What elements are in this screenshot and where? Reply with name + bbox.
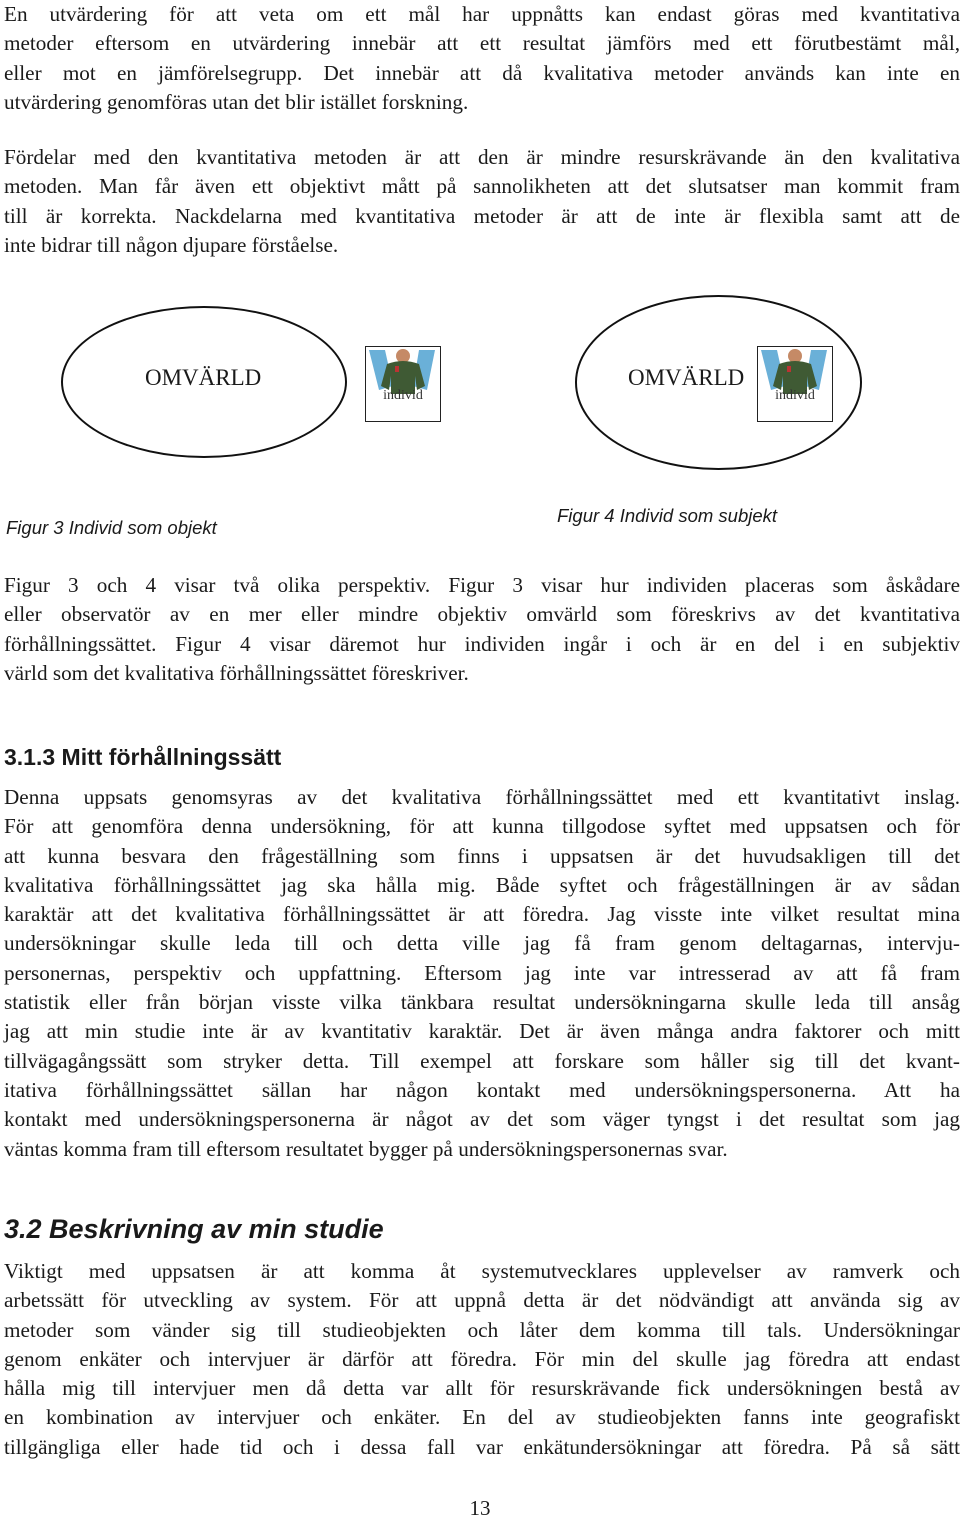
paragraph-line: eller observatör av en mer eller mindre objektiv omvärld som föreskrivs av det kvantitativa	[4, 602, 960, 627]
paragraph-line: itativa förhållningssättet sällan har någon kontakt med undersökningspersonerna. Att ha	[4, 1077, 960, 1102]
paragraph-line: väntas komma fram till eftersom resultatet bygger på undersökningspersonernas svar.	[4, 1136, 728, 1161]
figure-4-caption: Figur 4 Individ som subjekt	[557, 505, 778, 526]
paragraph-line: Figur 3 och 4 visar två olika perspektiv. Figur 3 visar hur individen placeras som åskådare	[4, 573, 960, 597]
person-icon	[365, 346, 441, 422]
omvarld-label: OMVÄRLD	[145, 365, 262, 390]
paragraph-line: utvärdering genomföras utan det blir istället forskning.	[4, 89, 469, 114]
person-icon	[757, 346, 833, 422]
paragraph-line: En utvärdering för att veta om ett mål har uppnåtts kan endast göras med kvantitativa	[4, 2, 960, 26]
paragraph-line: en kombination av intervjuer och enkäter. En del av studieobjekten fanns inte geografiskt	[4, 1405, 960, 1430]
paragraph-line: arbetssätt för utveckling av system. För att uppnå detta är det nödvändigt att använda sig av	[4, 1288, 960, 1313]
individ-label: individ	[775, 388, 815, 403]
omvarld-label: OMVÄRLD	[628, 365, 745, 390]
paragraph-line: kontakt med undersökningspersonerna är något av det som väger tyngst i det resultat som jag	[4, 1107, 960, 1132]
paragraph-line: tillvägagångssätt som stryker detta. Till exempel att forskare som håller sig till det kvant-	[4, 1048, 960, 1073]
paragraph-line: förhållningssättet. Figur 4 visar däremot hur individen ingår i och är en del i en subjektiv	[4, 631, 960, 656]
paragraph-line: kvalitativa förhållningssättet jag ska hålla mig. Både syftet och frågeställningen är av sådan	[4, 872, 960, 897]
paragraph-line: tillgängliga eller hade tid och i dessa fall var enkätundersökningar att föredra. På så sätt	[4, 1434, 960, 1459]
paragraph-line: För att genomföra denna undersökning, för att kunna tillgodose syftet med uppsatsen och för	[4, 814, 960, 839]
paragraph-line: karaktär att det kvalitativa förhållningssättet är att föredra. Jag visste inte vilket resultat mina	[4, 902, 960, 927]
individual-figure	[365, 346, 441, 422]
paragraph-perspectives	[4, 571, 960, 688]
paragraph-evaluation	[4, 0, 960, 117]
individ-label: individ	[383, 388, 423, 403]
subsection-heading: 3.1.3 Mitt förhållningssätt	[4, 744, 282, 770]
paragraph-line: Viktigt med uppsatsen är att komma åt systemutvecklares upplevelser av ramverk och	[4, 1259, 960, 1283]
page-number: 13	[469, 1496, 491, 1520]
paragraph-line: genom enkäter och intervjuer är därför att föredra. För min del skulle jag föredra att endast	[4, 1346, 960, 1371]
paragraph-line: metoder som vänder sig till studieobjekten och låter dem komma till tals. Undersökningar	[4, 1317, 960, 1342]
paragraph-line: metoden. Man får även ett objektivt mått på sannolikheten att det slutsatser man kommit fram	[4, 174, 960, 199]
paragraph-line: metoder eftersom en utvärdering innebär att ett resultat jämförs med ett förutbestämt mål,	[4, 31, 960, 56]
figure-3-caption: Figur 3 Individ som objekt	[6, 517, 217, 538]
paragraph-line: hålla mig till intervjuer men då detta var allt för resurskrävande fick undersökningen bestå av	[4, 1376, 960, 1401]
paragraph-line: undersökningar skulle leda till och detta ville jag få fram genom deltagarnas, intervju-	[4, 931, 960, 956]
paragraph-line: till är korrekta. Nackdelarna med kvantitativa metoder är att de inte är flexibla samt att de	[4, 203, 960, 228]
paragraph-line: jag att min studie inte är av kvantitativ karaktär. Det är även många andra faktorer och mitt	[4, 1019, 960, 1044]
individual-figure	[757, 346, 833, 422]
paragraph-approach	[4, 783, 960, 1164]
paragraph-line: inte bidrar till någon djupare förståelse.	[4, 232, 339, 257]
paragraph-line: Denna uppsats genomsyras av det kvalitativa förhållningssättet med ett kvantitativt inslag.	[4, 785, 960, 809]
paragraph-study-description	[4, 1257, 960, 1462]
paragraph-line: värld som det kvalitativa förhållningssättet föreskriver.	[4, 660, 469, 685]
paragraph-line: eller mot en jämförelsegrupp. Det innebär att då kvalitativa metoder används kan inte en	[4, 60, 960, 85]
paragraph-line: Fördelar med den kvantitativa metoden är att den är mindre resurskrävande än den kvalitativa	[4, 145, 960, 169]
paragraph-line: personernas, perspektiv och uppfattning. Eftersom jag inte var intresserad av att få fram	[4, 960, 960, 985]
paragraph-advantages	[4, 143, 960, 260]
paragraph-line: statistik eller från början visste vilka tänkbara resultat undersökningarna skulle leda till ansåg	[4, 990, 960, 1015]
section-heading: 3.2 Beskrivning av min studie	[4, 1214, 384, 1244]
paragraph-line: att kunna besvara den frågeställning som finns i uppsatsen är det huvudsakligen till det	[4, 843, 960, 868]
